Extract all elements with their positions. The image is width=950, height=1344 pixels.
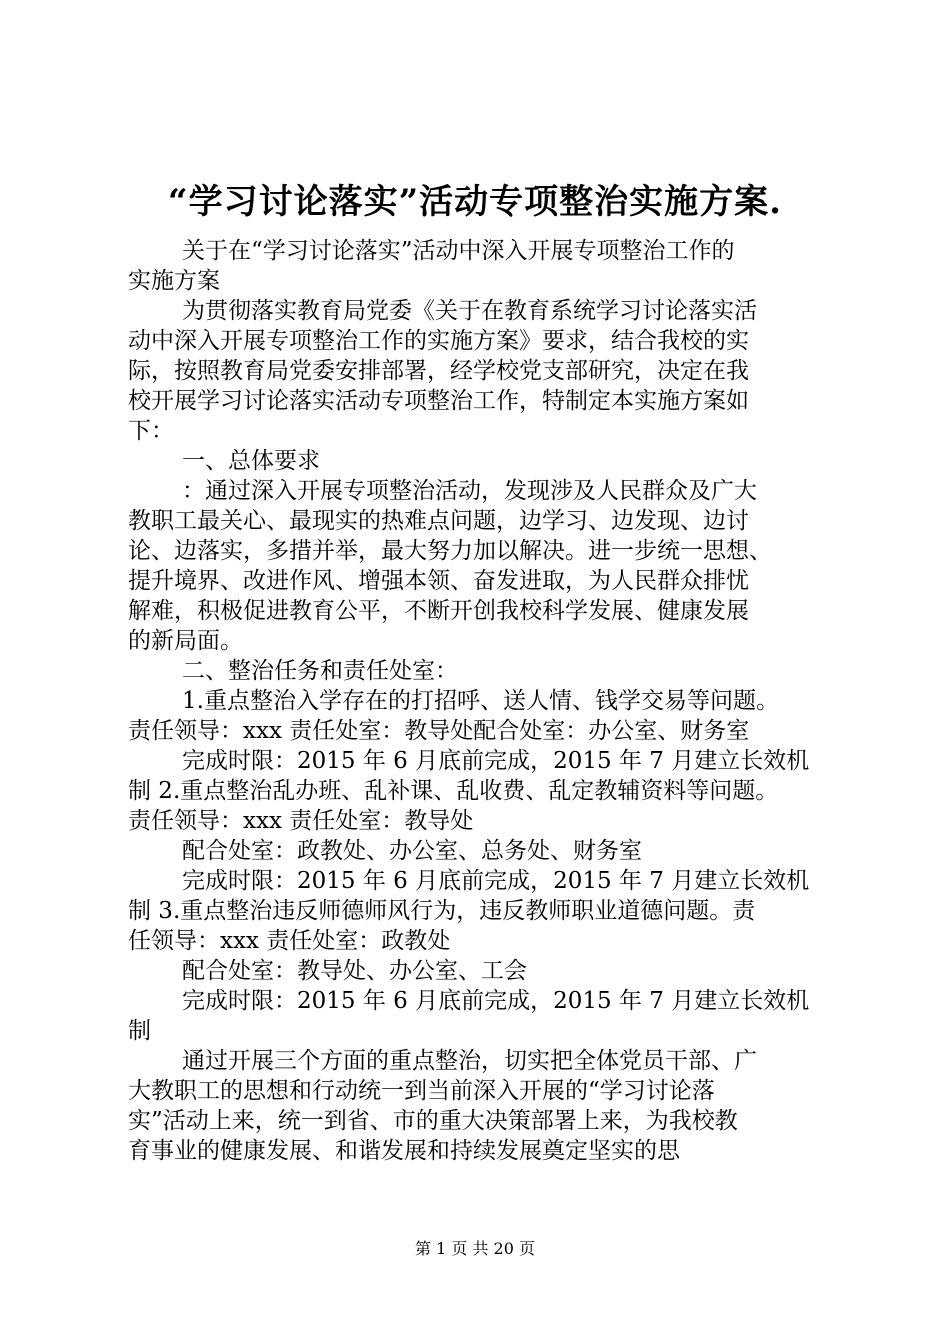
text-line: 责任领导：xxx 责任处室：教导处 (128, 808, 474, 834)
text-line: 通过开展三个方面的重点整治，切实把全体党员干部、广 (182, 1048, 757, 1074)
text-line: 完成时限：2015 年 6 月底前完成，2015 年 7 月建立长效机 (182, 748, 810, 774)
text-line: 育事业的健康发展、和谐发展和持续发展奠定坚实的思 (128, 1138, 680, 1164)
text-line: 提升境界、改进作风、增强本领、奋发进取，为人民群众排忧 (128, 568, 749, 594)
document-title: “学习讨论落实”活动专项整治实施方案. (168, 182, 782, 222)
text-line: 配合处室：政教处、办公室、总务处、财务室 (182, 838, 642, 864)
text-line: 实施方案 (128, 268, 220, 294)
text-line: 下： (128, 418, 174, 444)
text-line: 际，按照教育局党委安排部署，经学校党支部研究，决定在我 (128, 358, 749, 384)
text-line: 配合处室：教导处、办公室、工会 (182, 958, 527, 984)
text-line: 关于在“学习讨论落实”活动中深入开展专项整治工作的 (182, 238, 735, 264)
section-heading: 二、整治任务和责任处室： (182, 658, 458, 684)
text-line: 任领导：xxx 责任处室：政教处 (128, 928, 451, 954)
text-line: 制 (128, 1018, 151, 1044)
text-line: 的新局面。 (128, 628, 243, 654)
text-line: 完成时限：2015 年 6 月底前完成，2015 年 7 月建立长效机 (182, 988, 810, 1014)
section-heading: 一、总体要求 (182, 448, 320, 474)
text-line: 实”活动上来，统一到省、市的重大决策部署上来，为我校教 (128, 1108, 738, 1134)
text-line: 解难，积极促进教育公平，不断开创我校科学发展、健康发展 (128, 598, 749, 624)
text-line: 论、边落实，多措并举，最大努力加以解决。进一步统一思想、 (128, 538, 772, 564)
text-line: 制 2.重点整治乱办班、乱补课、乱收费、乱定教辅资料等问题。 (128, 778, 779, 804)
text-line: 完成时限：2015 年 6 月底前完成，2015 年 7 月建立长效机 (182, 868, 810, 894)
text-line: 1.重点整治入学存在的打招呼、送人情、钱学交易等问题。 (182, 688, 779, 714)
document-body (128, 236, 840, 1166)
text-line: 责任领导：xxx 责任处室：教导处配合处室：办公室、财务室 (128, 718, 750, 744)
text-line: ：通过深入开展专项整治活动，发现涉及人民群众及广大 (182, 478, 757, 504)
text-line: 为贯彻落实教育局党委《关于在教育系统学习讨论落实活 (182, 298, 757, 324)
text-line: 校开展学习讨论落实活动专项整治工作，特制定本实施方案如 (128, 388, 749, 414)
text-line: 制 3.重点整治违反师德师风行为，违反教师职业道德问题。责 (128, 898, 756, 924)
text-line: 动中深入开展专项整治工作的实施方案》要求，结合我校的实 (128, 328, 749, 354)
text-line: 大教职工的思想和行动统一到当前深入开展的“学习讨论落 (128, 1078, 715, 1104)
text-line: 教职工最关心、最现实的热难点问题，边学习、边发现、边讨 (128, 508, 749, 534)
page-footer: 第 1 页 共 20 页 (415, 1239, 535, 1258)
